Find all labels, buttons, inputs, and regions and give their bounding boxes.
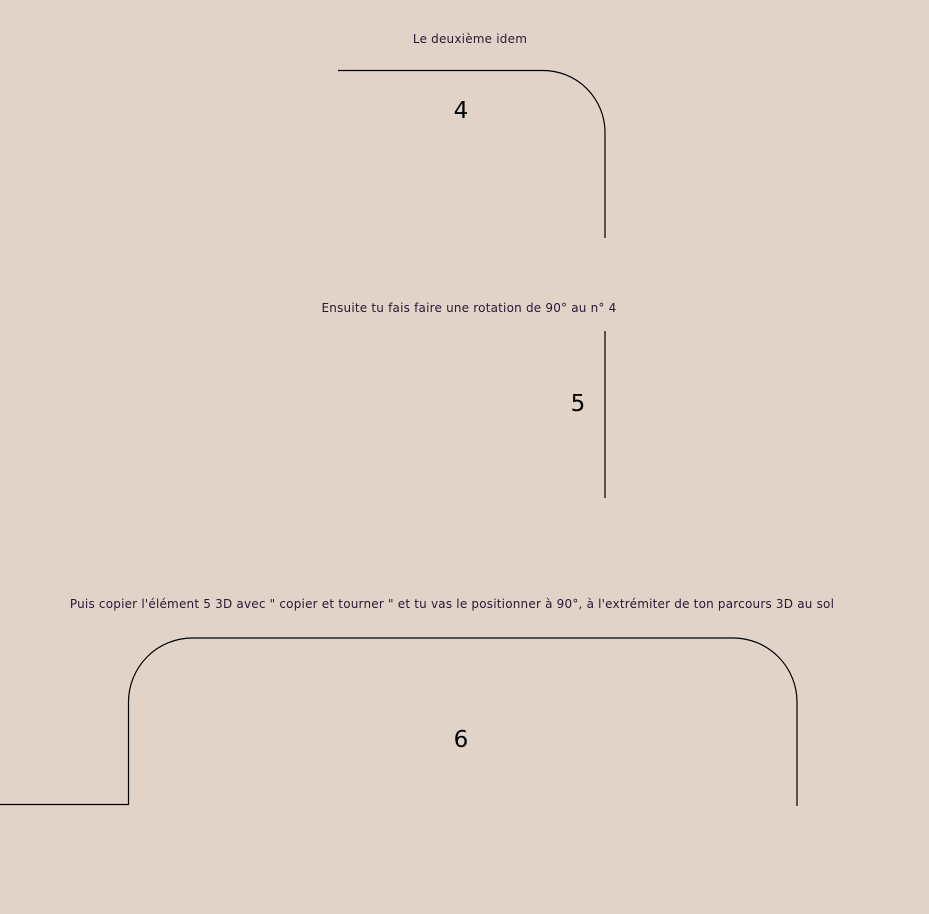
step-6-number: 6 — [453, 727, 469, 753]
path-element-4 — [338, 71, 605, 239]
path-element-6 — [0, 638, 797, 806]
step-4-caption: Le deuxième idem — [412, 32, 528, 46]
step-6-caption: Puis copier l'élément 5 3D avec " copier et tourner " et tu vas le positionner à 90°, à l'extrémiter de ton parcours 3D au sol — [69, 597, 835, 611]
step-4-number: 4 — [453, 98, 469, 124]
step-5-caption: Ensuite tu fais faire une rotation de 90° au n° 4 — [321, 301, 617, 315]
step-5-number: 5 — [570, 391, 586, 417]
